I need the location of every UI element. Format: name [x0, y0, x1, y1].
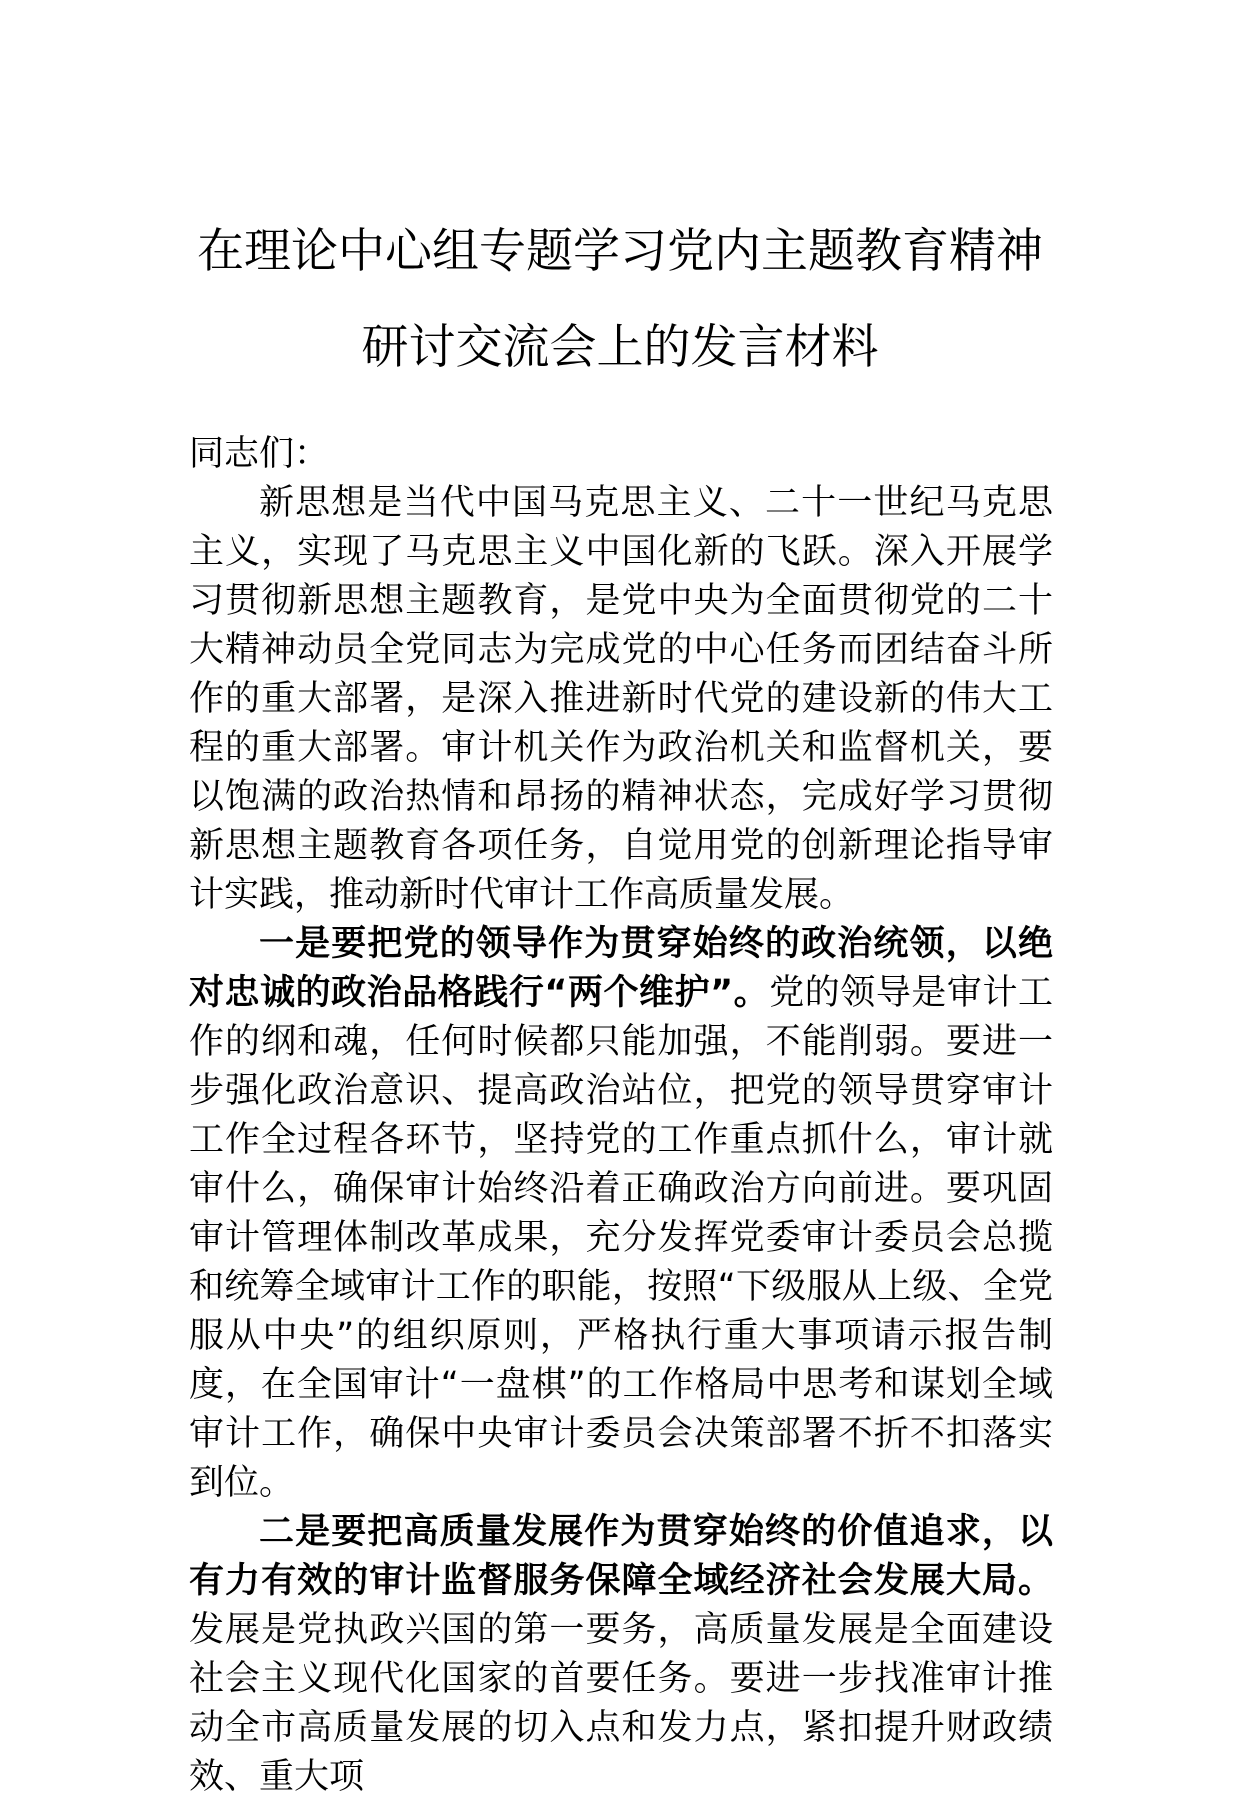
paragraph-3: [189, 1508, 1053, 1802]
paragraph-2: [189, 920, 1053, 1508]
document-title-line-1: 在理论中心组专题学习党内主题教育精神: [197, 224, 1043, 279]
paragraph-1: [189, 479, 1053, 920]
paragraph-3-lead: 二是要把高质量发展作为贯穿始终的价值追求，以有力有效的审计监督服务保障全域经济社会发展大局。: [189, 1512, 1053, 1601]
paragraph-3-text: 发展是党执政兴国的第一要务，高质量发展是全面建设社会主义现代化国家的首要任务。要进一步找准审计推动全市高质量发展的切入点和发力点，紧扣提升财政绩效、重大项: [189, 1610, 1053, 1797]
document-body: [189, 430, 1053, 1802]
paragraph-1-text: 新思想是当代中国马克思主义、二十一世纪马克思主义，实现了马克思主义中国化新的飞跃。深入开展学习贯彻新思想主题教育，是党中央为全面贯彻党的二十大精神动员全党同志为完成党的中心任务而团结奋斗所作的重大部署，是深入推进新时代党的建设新的伟大工程的重大部署。审计机关作为政治机关和监督机关，要以饱满的政治热情和昂扬的精神状态，完成好学习贯彻新思想主题教育各项任务，自觉用党的创新理论指导审计实践，推动新时代审计工作高质量发展。: [189, 483, 1053, 915]
paragraph-2-lead: 一是要把党的领导作为贯穿始终的政治统领，以绝对忠诚的政治品格践行“两个维护”。: [189, 924, 1053, 1013]
paragraph-2-text: 党的领导是审计工作的纲和魂，任何时候都只能加强，不能削弱。要进一步强化政治意识、提高政治站位，把党的领导贯穿审计工作全过程各环节，坚持党的工作重点抓什么，审计就审什么，确保审计始终沿着正确政治方向前进。要巩固审计管理体制改革成果，充分发挥党委审计委员会总揽和统筹全域审计工作的职能，按照“下级服从上级、全党服从中央”的组织原则，严格执行重大事项请示报告制度，在全国审计“一盘棋”的工作格局中思考和谋划全域审计工作，确保中央审计委员会决策部署不折不扣落实到位。: [189, 973, 1053, 1503]
salutation: 同志们：: [189, 434, 330, 474]
document-title-line-2: 研讨交流会上的发言材料: [361, 320, 879, 375]
